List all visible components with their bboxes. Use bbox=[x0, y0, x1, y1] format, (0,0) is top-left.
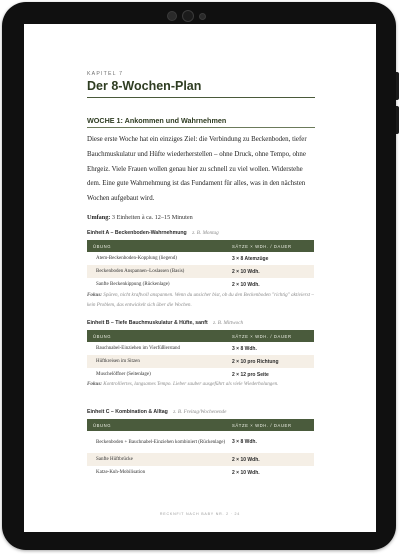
table-row bbox=[87, 342, 314, 355]
table-row bbox=[87, 355, 314, 368]
column-header-sets: SÄTZE × WDH. / DAUER bbox=[226, 330, 314, 342]
unit-c-table bbox=[87, 419, 314, 479]
page-footer: RECKNFIT NACH BABY NR. 2 · 24 bbox=[159, 512, 241, 516]
column-header-exercise: ÜBUNG bbox=[87, 330, 226, 342]
exercise-cell: Beckenboden + Bauchnabel-Einziehen kombiniert (Rückenlage) bbox=[96, 439, 226, 445]
sets-cell: 2 × 10 pro Richtung bbox=[226, 355, 314, 368]
unit-a-day-hint: z. B. Montag bbox=[192, 230, 219, 236]
exercise-cell: Beckenboden Anspannen–Loslassen (Basis) bbox=[87, 265, 226, 278]
table-row bbox=[87, 466, 314, 479]
exercise-cell: Hüftkreisen im Sitzen bbox=[87, 355, 226, 368]
unit-c-title bbox=[87, 409, 226, 415]
column-header-exercise: ÜBUNG bbox=[87, 419, 226, 431]
unit-a-name: Einheit A – Beckenboden-Wahrnehmung bbox=[87, 230, 187, 236]
focus-text: Spüren, nicht kraftvoll anspannen. Wenn du unsicher bist, ob du den Beckenboden "richtig" aktivierst – kein Problem, das entwickelt sich über die Wochen. bbox=[87, 292, 314, 308]
exercise-cell: Sanfte Beckenkippung (Rückenlage) bbox=[96, 282, 170, 287]
unit-c-name: Einheit C – Kombination & Alltag bbox=[87, 409, 168, 415]
table-row bbox=[87, 431, 314, 453]
exercise-cell: Katze-Kuh-Mobilisation bbox=[96, 470, 146, 475]
week-heading: WOCHE 1: Ankommen und Wahrnehmen bbox=[87, 116, 227, 125]
table-row bbox=[87, 278, 314, 291]
unit-a-title bbox=[87, 230, 219, 236]
unit-b-day-hint: z. B. Mittwoch bbox=[213, 320, 244, 326]
chapter-kicker: KAPITEL 7 bbox=[87, 71, 124, 77]
sets-cell: 2 × 10 Wdh. bbox=[232, 281, 260, 288]
sensor-dot-icon bbox=[199, 13, 206, 20]
sets-cell: 2 × 10 Wdh. bbox=[226, 265, 314, 278]
sets-cell: 3 × 8 Wdh. bbox=[232, 345, 257, 352]
column-header-sets: SÄTZE × WDH. / DAUER bbox=[226, 419, 314, 431]
sets-cell: 3 × 8 Wdh. bbox=[232, 439, 257, 445]
chapter-title: Der 8-Wochen-Plan bbox=[87, 79, 202, 93]
ebook-page[interactable] bbox=[24, 24, 376, 532]
exercise-cell: Sanfte Hüftbrücke bbox=[87, 453, 226, 466]
column-header-sets: SÄTZE × WDH. / DAUER bbox=[226, 240, 314, 252]
table-row bbox=[87, 252, 314, 265]
sensor-icon bbox=[167, 11, 177, 21]
front-camera-icon bbox=[182, 10, 194, 22]
unit-b-table bbox=[87, 330, 314, 381]
unit-c-day-hint: z. B. Freitag/Wochenende bbox=[173, 409, 227, 415]
exercise-cell: Atem-Beckenboden-Kopplung (liegend) bbox=[96, 256, 177, 261]
unit-b-focus-note bbox=[87, 380, 317, 390]
table-row bbox=[87, 453, 314, 466]
exercise-cell: Muschelöffner (Seitenlage) bbox=[96, 372, 151, 377]
week-divider bbox=[87, 127, 315, 128]
week-intro-paragraph: Diese erste Woche hat ein einziges Ziel: die Verbindung zu Beckenboden, tiefer Bauchmuskulatur und Hüfte wiederherstellen – ohne Druck, ohne Tempo, ohne Ehrgeiz. Viele Frauen wollen genau hier zu schnell zu viel wollen. Widerstehe dem. Eine gute Wahrnehmung ist das Fundament für alles, was in den nächsten Wochen aufgebaut wird. bbox=[87, 136, 307, 203]
volume-up-button[interactable] bbox=[396, 72, 399, 100]
scope-text: 3 Einheiten à ca. 12–15 Minuten bbox=[111, 214, 193, 221]
table-row bbox=[87, 265, 314, 278]
focus-label: Fokus: bbox=[87, 292, 103, 298]
unit-b-title bbox=[87, 320, 243, 326]
scope-line bbox=[87, 214, 193, 221]
volume-down-button[interactable] bbox=[396, 106, 399, 134]
column-header-exercise: ÜBUNG bbox=[87, 240, 226, 252]
unit-a-focus-note bbox=[87, 291, 317, 310]
sets-cell: 2 × 10 Wdh. bbox=[232, 469, 260, 476]
sets-cell: 3 × 8 Atemzüge bbox=[232, 255, 269, 262]
focus-text: Kontrolliertes, langsames Tempo. Lieber sauber ausgeführt als viele Wiederholungen. bbox=[103, 381, 279, 387]
unit-a-table bbox=[87, 240, 314, 291]
sets-cell: 2 × 12 pro Seite bbox=[232, 371, 269, 378]
title-divider bbox=[87, 97, 315, 98]
unit-b-name: Einheit B – Tiefe Bauchmuskulatur & Hüfte, sanft bbox=[87, 320, 208, 326]
focus-label: Fokus: bbox=[87, 381, 103, 387]
tablet-frame bbox=[2, 2, 396, 550]
scope-label: Umfang: bbox=[87, 214, 111, 221]
exercise-cell: Bauchnabel-Einziehen im Vierfüßlerstand bbox=[96, 346, 181, 351]
sets-cell: 2 × 10 Wdh. bbox=[226, 453, 314, 466]
